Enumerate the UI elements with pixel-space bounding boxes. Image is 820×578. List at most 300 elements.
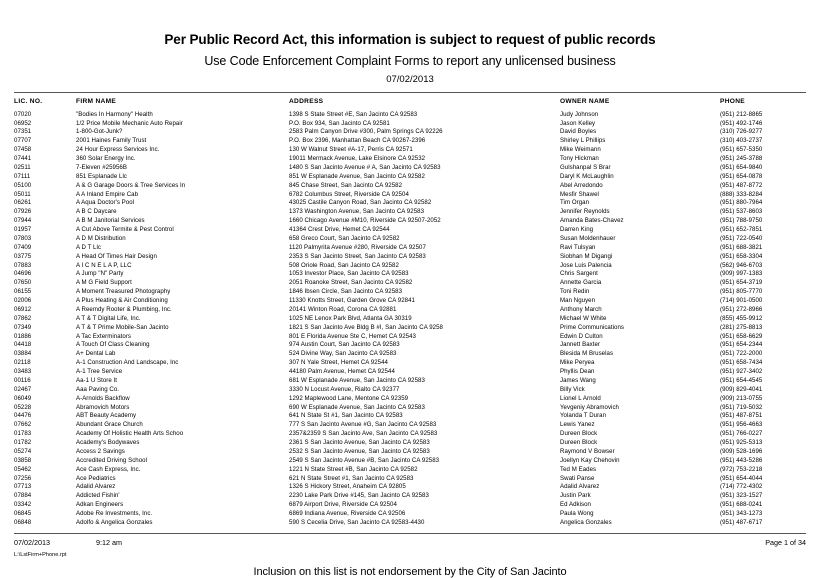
cell-phone: (951) 805-7770 — [720, 288, 763, 296]
cell-lic-no: 03858 — [14, 456, 32, 464]
cell-phone: (951) 487-8751 — [720, 412, 763, 420]
report-date: 07/02/2013 — [386, 73, 434, 85]
table-row — [14, 456, 806, 465]
page-number: Page 1 of 34 — [765, 538, 806, 547]
table-header — [14, 93, 806, 110]
cell-address: 2532 S San Jacinto Avenue, San Jacinto CA 92583 — [289, 447, 430, 455]
cell-address: 1120 Palmyrita Avenue #280, Riverside CA 92507 — [289, 243, 426, 251]
cell-owner-name: Anthony March — [560, 305, 602, 313]
cell-phone: (951) 487-6717 — [720, 518, 763, 526]
cell-owner-name: Phyllis Dean — [560, 368, 595, 376]
cell-lic-no: 07441 — [14, 155, 32, 163]
cell-firm-name: Academy's Bodywaves — [76, 439, 140, 447]
cell-phone: (951) 487-8772 — [720, 181, 763, 189]
table-row — [14, 119, 806, 128]
cell-address: 851 W Esplanade Avenue, San Jacinto CA 92582 — [289, 172, 425, 180]
cell-phone: (951) 343-1273 — [720, 510, 763, 518]
cell-address: 6782 Columbus Street, Riverside CA 92504 — [289, 190, 409, 198]
cell-lic-no: 04476 — [14, 412, 32, 420]
cell-firm-name: A Plus Heating & Air Conditioning — [76, 297, 168, 305]
document-header — [14, 0, 806, 85]
cell-phone: (951) 688-0241 — [720, 501, 763, 509]
cell-owner-name: Dureen Block — [560, 439, 598, 447]
cell-lic-no: 03884 — [14, 350, 32, 358]
cell-phone: (951) 212-8865 — [720, 110, 763, 118]
cell-owner-name: Darren King — [560, 226, 594, 234]
cell-firm-name: A M G Field Support — [76, 279, 132, 287]
cell-firm-name: Abramovich Motors — [76, 403, 130, 411]
table-row — [14, 296, 806, 305]
cell-firm-name: A-1 Construction And Landscape, Inc — [76, 359, 179, 367]
cell-phone: (951) 658-3304 — [720, 252, 763, 260]
cell-phone: (951) 788-9750 — [720, 217, 763, 225]
cell-address: 1326 S Hickory Street, Anaheim CA 92805 — [289, 483, 406, 491]
cell-phone: (951) 443-5286 — [720, 456, 763, 464]
cell-phone: (714) 772-4302 — [720, 483, 763, 491]
cell-address: 20141 Winton Road, Corona CA 92881 — [289, 305, 397, 313]
cell-address: 130 W Walnut Street #A-17, Perris CA 92571 — [289, 146, 413, 154]
cell-lic-no: 07256 — [14, 474, 32, 482]
cell-owner-name: Lionel L Arnold — [560, 394, 601, 402]
cell-phone: (951) 658-6629 — [720, 332, 763, 340]
cell-phone: (951) 766-0227 — [720, 430, 763, 438]
cell-firm-name: A Aqua Doctor's Pool — [76, 199, 135, 207]
table-row — [14, 500, 806, 509]
cell-address: 41364 Crest Drive, Hemet CA 92544 — [289, 226, 390, 234]
cell-address: 6869 Indiana Avenue, Riverside CA 92506 — [289, 510, 406, 518]
cell-address: 2357&2359 S San Jacinto Ave, San Jacinto CA 92583 — [289, 430, 438, 438]
cell-address: 2549 S San Jacinto Avenue #B, San Jacinto CA 92583 — [289, 456, 440, 464]
cell-lic-no: 00116 — [14, 376, 31, 384]
table-row — [14, 199, 806, 208]
cell-firm-name: Addicted Fishin' — [76, 492, 120, 500]
cell-owner-name: Ed Adkison — [560, 501, 591, 509]
cell-owner-name: James Wang — [560, 376, 596, 384]
cell-address: 11330 Knotts Street, Garden Grove CA 92841 — [289, 297, 415, 305]
cell-phone: (951) 654-4545 — [720, 376, 763, 384]
cell-firm-name: Ace Cash Express, Inc. — [76, 465, 141, 473]
table-row — [14, 350, 806, 359]
cell-phone: (951) 492-1746 — [720, 119, 763, 127]
cell-owner-name: Billy Vick — [560, 385, 585, 393]
page-title: Per Public Record Act, this information is subject to request of public records — [164, 32, 656, 47]
table-row — [14, 163, 806, 172]
cell-lic-no: 07803 — [14, 234, 32, 242]
cell-address: 1025 NE Lenox Park Blvd, Atlanta GA 30319 — [289, 314, 412, 322]
table-row — [14, 518, 806, 527]
cell-owner-name: Gulshanpal S Brar — [560, 163, 611, 171]
table-row — [14, 492, 806, 501]
table-row — [14, 323, 806, 332]
cell-owner-name: Abel Arredondo — [560, 181, 603, 189]
cell-owner-name: Judy Johnson — [560, 110, 599, 118]
cell-address: 6879 Airport Drive, Riverside CA 92504 — [289, 501, 397, 509]
cell-owner-name: Mesfir Shawel — [560, 190, 599, 198]
cell-phone: (951) 722-2000 — [720, 350, 763, 358]
cell-owner-name: Dureen Block — [560, 430, 598, 438]
cell-lic-no: 05228 — [14, 403, 32, 411]
table-row — [14, 216, 806, 225]
cell-phone: (951) 719-5032 — [720, 403, 763, 411]
column-header-owner-name: OWNER NAME — [560, 97, 610, 105]
cell-lic-no: 06845 — [14, 510, 32, 518]
cell-lic-no: 02467 — [14, 385, 32, 393]
column-header-address: ADDRESS — [289, 97, 324, 105]
column-header-phone: PHONE — [720, 97, 745, 105]
cell-phone: (951) 925-5313 — [720, 439, 763, 447]
table-row — [14, 447, 806, 456]
report-file-note: L:\LstFirm+Phone.rpt — [14, 552, 67, 558]
cell-owner-name: David Boyles — [560, 128, 597, 136]
footer-time: 9:12 am — [95, 538, 122, 547]
column-header-firm-name: FIRM NAME — [76, 97, 117, 105]
table-row — [14, 128, 806, 137]
table-row — [14, 181, 806, 190]
cell-address: 621 N State Street #1, San Jacinto CA 92583 — [289, 474, 414, 482]
table-row — [14, 438, 806, 447]
cell-phone: (951) 927-3402 — [720, 368, 763, 376]
cell-phone: (951) 245-3788 — [720, 155, 763, 163]
cell-firm-name: Adolfo & Angelica Gonzales — [76, 518, 153, 526]
cell-address: 681 W Esplanade Avenue, San Jacinto CA 92583 — [289, 376, 425, 384]
footer-date: 07/02/2013 — [14, 538, 50, 547]
cell-lic-no: 06912 — [14, 305, 32, 313]
cell-owner-name: Justin Park — [560, 492, 591, 500]
cell-lic-no: 01783 — [14, 430, 32, 438]
cell-address: P.O. Box 934, San Jacinto CA 92581 — [289, 119, 390, 127]
cell-address: 524 Divine Way, San Jacinto CA 92583 — [289, 350, 397, 358]
cell-firm-name: A I C N E L A P, LLC — [76, 261, 132, 269]
cell-firm-name: Adobe Re Investments, Inc. — [76, 510, 153, 518]
table-row — [14, 429, 806, 438]
closing-statement: Inclusion on this list is not endorsement by the City of San Jacinto — [253, 566, 567, 578]
cell-lic-no: 05100 — [14, 181, 32, 189]
cell-lic-no: 07713 — [14, 483, 32, 491]
cell-owner-name: Adalid Alvarez — [560, 483, 600, 491]
cell-lic-no: 03483 — [14, 368, 32, 376]
cell-owner-name: Paula Wong — [560, 510, 594, 518]
business-license-table — [14, 93, 806, 527]
cell-lic-no: 06261 — [14, 199, 32, 207]
cell-firm-name: 360 Solar Energy Inc. — [76, 155, 136, 163]
cell-firm-name: A-1 Tree Service — [76, 368, 123, 376]
cell-owner-name: Edwin D Culton — [560, 332, 603, 340]
cell-phone: (951) 272-8966 — [720, 305, 763, 313]
cell-phone: (909) 213-0755 — [720, 394, 763, 402]
cell-phone: (310) 726-9277 — [720, 128, 763, 136]
cell-owner-name: Lewis Yanez — [560, 421, 595, 429]
cell-owner-name: Mike Weimann — [560, 146, 601, 154]
footer-left-group — [14, 538, 122, 547]
column-header-lic-no: LIC. NO. — [14, 97, 43, 105]
cell-address: 1846 Ibsen Circle, San Jacinto CA 92583 — [289, 288, 403, 296]
table-body — [14, 110, 806, 527]
table-row — [14, 190, 806, 199]
table-row — [14, 145, 806, 154]
cell-address: 1221 N State Street #B, San Jacinto CA 92582 — [289, 465, 418, 473]
cell-phone: (951) 654-9840 — [720, 163, 763, 171]
cell-lic-no: 01782 — [14, 439, 32, 447]
cell-owner-name: Siobhan M Digangi — [560, 252, 613, 260]
cell-address: 1821 S San Jacinto Ave Bldg B #I, San Jacinto CA 9258 — [289, 323, 443, 331]
cell-owner-name: Jason Kelley — [560, 119, 596, 127]
cell-firm-name: A Cut Above Termite & Pest Control — [76, 226, 174, 234]
cell-phone: (888) 333-8284 — [720, 190, 763, 198]
cell-owner-name: Mike Peryea — [560, 359, 595, 367]
cell-firm-name: A & G Garage Doors & Tree Services In — [76, 181, 186, 189]
cell-firm-name: "Bodies In Harmony" Health — [76, 110, 153, 118]
cell-lic-no: 07883 — [14, 261, 32, 269]
cell-address: 974 Austin Court, San Jacinto CA 92583 — [289, 341, 400, 349]
cell-firm-name: Academy Of Holistic Health Arts Schoo — [76, 430, 184, 438]
cell-firm-name: A D T Llc — [76, 243, 101, 251]
table-row — [14, 314, 806, 323]
cell-firm-name: A Reemdy Rooter & Plumbing, Inc. — [76, 305, 172, 313]
table-row — [14, 261, 806, 270]
cell-lic-no: 05462 — [14, 465, 32, 473]
cell-firm-name: A B C Daycare — [76, 208, 117, 216]
table-row — [14, 287, 806, 296]
cell-address: 1480 S San Jacinto Avenue # A, San Jacinto CA 92583 — [289, 163, 441, 171]
cell-address: 845 Chase Street, San Jacinto CA 92582 — [289, 181, 403, 189]
cell-lic-no: 04696 — [14, 270, 32, 278]
cell-phone: (951) 654-0878 — [720, 172, 763, 180]
cell-firm-name: Aaa Paving Co. — [76, 385, 120, 393]
cell-owner-name: Ravi Tulsyan — [560, 243, 596, 251]
cell-phone: (951) 956-4663 — [720, 421, 763, 429]
cell-firm-name: A D M Distribution — [76, 234, 126, 242]
table-row — [14, 358, 806, 367]
table-row — [14, 332, 806, 341]
cell-owner-name: Prime Communications — [560, 323, 624, 331]
cell-owner-name: Jannett Baxter — [560, 341, 600, 349]
cell-lic-no: 06848 — [14, 518, 32, 526]
cell-owner-name: Shirley L Phillips — [560, 137, 606, 145]
page-subtitle: Use Code Enforcement Complaint Forms to report any unlicensed business — [204, 53, 616, 68]
cell-lic-no: 02511 — [14, 163, 31, 171]
cell-lic-no: 01886 — [14, 332, 32, 340]
cell-address: 2583 Palm Canyon Drive #300, Palm Springs CA 92226 — [289, 128, 443, 136]
cell-lic-no: 07409 — [14, 243, 32, 251]
cell-firm-name: A Moment Treasured Photography — [76, 288, 171, 296]
table-row — [14, 403, 806, 412]
cell-firm-name: Ace Pediatrics — [76, 474, 116, 482]
table-row — [14, 385, 806, 394]
cell-owner-name: Susan Moldenhauer — [560, 234, 616, 242]
cell-address: 641 N State St #1, San Jacinto CA 92583 — [289, 412, 403, 420]
cell-phone: (951) 657-5350 — [720, 146, 763, 154]
table-row — [14, 172, 806, 181]
cell-lic-no: 07926 — [14, 208, 32, 216]
table-row — [14, 305, 806, 314]
cell-phone: (951) 654-3719 — [720, 279, 763, 287]
cell-firm-name: Accredited Driving School — [76, 456, 148, 464]
cell-address: 307 N Yale Street, Hemet CA 92544 — [289, 359, 388, 367]
cell-address: 658 Greco Court, San Jacinto CA 92582 — [289, 234, 400, 242]
cell-address: 801 E Florida Avenue Ste C, Hemet CA 92543 — [289, 332, 416, 340]
cell-address: 44180 Palm Avenue, Hemet CA 92544 — [289, 368, 395, 376]
table-row — [14, 483, 806, 492]
table-row — [14, 154, 806, 163]
cell-phone: (909) 997-1383 — [720, 270, 763, 278]
cell-phone: (951) 654-4044 — [720, 474, 763, 482]
cell-lic-no: 02006 — [14, 297, 32, 305]
cell-owner-name: Angelica Gonzales — [560, 518, 612, 526]
cell-lic-no: 02118 — [14, 359, 31, 367]
cell-firm-name: Aa-1 U Store It — [76, 376, 118, 384]
cell-firm-name: A T & T Prime Mobile-San Jacinto — [76, 323, 169, 331]
table-row — [14, 270, 806, 279]
table-row — [14, 474, 806, 483]
cell-lic-no: 03342 — [14, 501, 32, 509]
cell-address: 508 Oriole Road, San Jacinto CA 92582 — [289, 261, 399, 269]
table-row — [14, 421, 806, 430]
cell-address: 590 S Cecelia Drive, San Jacinto CA 92583-4430 — [289, 518, 425, 526]
cell-lic-no: 04418 — [14, 341, 32, 349]
table-row — [14, 509, 806, 518]
cell-firm-name: 1/2 Price Mobile Mechanic Auto Repair — [76, 119, 183, 127]
cell-lic-no: 07862 — [14, 314, 32, 322]
cell-firm-name: ABT Beauty Academy — [76, 412, 137, 420]
cell-firm-name: Access 2 Savings — [76, 447, 125, 455]
cell-phone: (951) 654-2344 — [720, 341, 763, 349]
cell-phone: (951) 722-0540 — [720, 234, 763, 242]
cell-lic-no: 07111 — [14, 172, 31, 180]
cell-firm-name: Adalid Alvarez — [76, 483, 116, 491]
cell-lic-no: 07884 — [14, 492, 32, 500]
cell-lic-no: 06952 — [14, 119, 32, 127]
table-row — [14, 367, 806, 376]
cell-address: 43025 Castile Canyon Road, San Jacinto CA 92582 — [289, 199, 432, 207]
table-row — [14, 412, 806, 421]
cell-address: 3330 N Locust Avenue, Rialto CA 92377 — [289, 385, 400, 393]
table-row — [14, 465, 806, 474]
cell-lic-no: 07020 — [14, 110, 32, 118]
cell-firm-name: A B M Janitorial Services — [76, 217, 145, 225]
cell-lic-no: 01957 — [14, 226, 32, 234]
table-row — [14, 341, 806, 350]
cell-owner-name: Michael W White — [560, 314, 607, 322]
cell-lic-no: 07707 — [14, 137, 32, 145]
cell-address: 19011 Mermack Avenue, Lake Elsinore CA 92532 — [289, 155, 426, 163]
cell-firm-name: 851 Esplanade Llc — [76, 172, 127, 180]
cell-owner-name: Jose Luis Palencia — [560, 261, 612, 269]
cell-owner-name: Annette Garcia — [560, 279, 602, 287]
cell-address: 1398 S State Street #E, San Jacinto CA 92583 — [289, 110, 418, 118]
cell-address: 1660 Chicago Avenue #M10, Riverside CA 92507-2052 — [289, 217, 441, 225]
cell-address: 2361 S San Jacinto Avenue, San Jacinto CA 92583 — [289, 439, 430, 447]
cell-phone: (951) 688-3821 — [720, 243, 763, 251]
cell-phone: (562) 946-6703 — [720, 261, 763, 269]
cell-owner-name: Jennifer Reynolds — [560, 208, 610, 216]
cell-phone: (951) 658-7434 — [720, 359, 763, 367]
cell-phone: (855) 455-9912 — [720, 314, 763, 322]
table-row — [14, 376, 806, 385]
cell-firm-name: A Tac Exterminators — [76, 332, 132, 340]
cell-firm-name: Adkan Engineers — [76, 501, 124, 509]
cell-lic-no: 06155 — [14, 288, 32, 296]
cell-phone: (951) 880-7964 — [720, 199, 763, 207]
cell-lic-no: 07351 — [14, 128, 32, 136]
cell-address: 1053 Investor Place, San Jacinto CA 92583 — [289, 270, 409, 278]
cell-owner-name: Yolanda T Duran — [560, 412, 607, 420]
cell-phone: (281) 275-8813 — [720, 323, 763, 331]
cell-owner-name: Raymond V Bowser — [560, 447, 615, 455]
cell-owner-name: Tony Hickman — [560, 155, 599, 163]
cell-lic-no: 07944 — [14, 217, 32, 225]
cell-address: 2353 S San Jacinto Street, San Jacinto CA 92583 — [289, 252, 426, 260]
table-row — [14, 394, 806, 403]
footer — [14, 534, 806, 547]
cell-address: 1373 Washington Avenue, San Jacinto CA 92583 — [289, 208, 425, 216]
cell-firm-name: 1-800-Got-Junk? — [76, 128, 123, 136]
cell-address: 777 S San Jacinto Avenue #G, San Jacinto CA 92583 — [289, 421, 437, 429]
cell-owner-name: Joellyn Kay Chehovin — [560, 456, 620, 464]
cell-owner-name: Chris Sargent — [560, 270, 598, 278]
cell-lic-no: 07662 — [14, 421, 32, 429]
cell-lic-no: 07349 — [14, 323, 32, 331]
cell-firm-name: A Jump "N" Party — [76, 270, 124, 278]
cell-lic-no: 07458 — [14, 146, 32, 154]
cell-phone: (310) 403-2737 — [720, 137, 763, 145]
cell-owner-name: Ted M Eades — [560, 465, 597, 473]
cell-phone: (714) 901-0500 — [720, 297, 763, 305]
cell-lic-no: 03775 — [14, 252, 32, 260]
cell-lic-no: 05274 — [14, 447, 32, 455]
table-row — [14, 252, 806, 261]
cell-firm-name: A Head Of Times Hair Design — [76, 252, 157, 260]
cell-owner-name: Man Nguyen — [560, 297, 596, 305]
cell-firm-name: A A Inland Empire Cab — [76, 190, 139, 198]
table-header-row — [14, 93, 806, 110]
cell-phone: (909) 528-1696 — [720, 447, 763, 455]
cell-firm-name: A+ Dental Lab — [76, 350, 116, 358]
cell-phone: (972) 753-2218 — [720, 465, 763, 473]
cell-owner-name: Toni Redin — [560, 288, 590, 296]
cell-firm-name: 24 Hour Express Services Inc. — [76, 146, 160, 154]
cell-address: 2230 Lake Park Drive #145, San Jacinto CA 92583 — [289, 492, 429, 500]
cell-firm-name: A T & T Digital Life, Inc. — [76, 314, 141, 322]
cell-firm-name: 2001 Haines Family Trust — [76, 137, 147, 145]
cell-lic-no: 06049 — [14, 394, 32, 402]
cell-phone: (951) 652-7851 — [720, 226, 763, 234]
cell-firm-name: A Touch Of Class Cleaning — [76, 341, 150, 349]
cell-phone: (951) 323-1527 — [720, 492, 763, 500]
cell-owner-name: Swati Panse — [560, 474, 595, 482]
cell-firm-name: 7-Eleven #25956B — [76, 163, 127, 171]
table-row — [14, 234, 806, 243]
table-row — [14, 110, 806, 119]
cell-address: 1292 Maplewood Lane, Mentone CA 92359 — [289, 394, 409, 402]
cell-lic-no: 05011 — [14, 190, 31, 198]
cell-owner-name: Tim Organ — [560, 199, 590, 207]
cell-owner-name: Blesida M Bruselas — [560, 350, 614, 358]
table-row — [14, 279, 806, 288]
cell-phone: (951) 537-8603 — [720, 208, 763, 216]
cell-phone: (909) 829-4041 — [720, 385, 763, 393]
cell-address: 2051 Roanoke Street, San Jacinto CA 92582 — [289, 279, 413, 287]
cell-owner-name: Amanda Bates-Chavez — [560, 217, 624, 225]
cell-address: P.O. Box 2396, Manhattan Beach CA 90267-2396 — [289, 137, 426, 145]
table-row — [14, 208, 806, 217]
cell-firm-name: A-Arnolds Backflow — [76, 394, 130, 402]
cell-owner-name: Daryl K McLaughlin — [560, 172, 614, 180]
cell-lic-no: 07650 — [14, 279, 32, 287]
table-row — [14, 137, 806, 146]
cell-owner-name: Yevgeniy Abramovich — [560, 403, 619, 411]
table-row — [14, 243, 806, 252]
table-row — [14, 225, 806, 234]
